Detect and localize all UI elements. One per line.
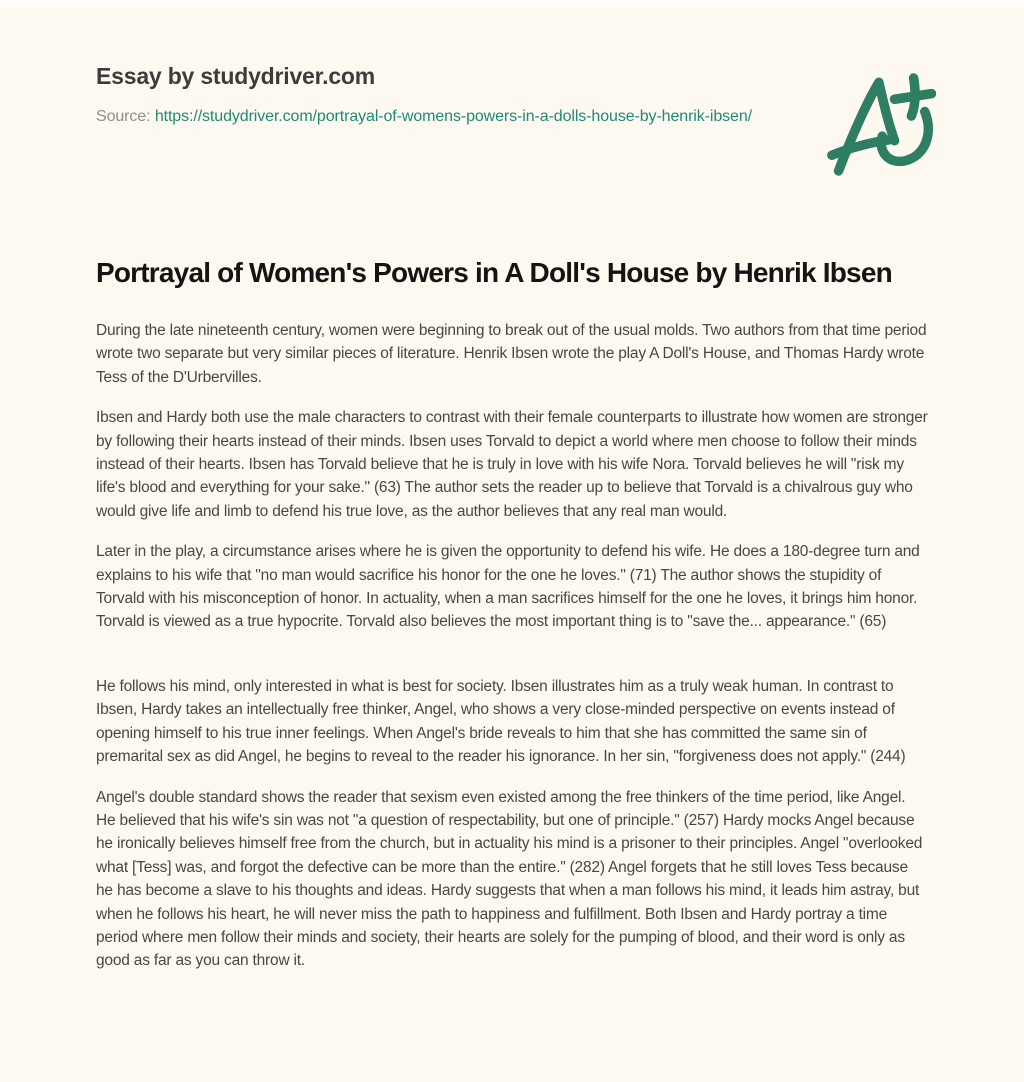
top-strip bbox=[0, 0, 1024, 7]
site-heading: Essay by studydriver.com bbox=[96, 63, 376, 89]
essay-body bbox=[96, 319, 928, 973]
document-header-left bbox=[96, 63, 752, 128]
essay-paragraph: He follows his mind, only interested in what is best for society. Ibsen illustrates him as a truly weak human. In contrast to Ibsen, Hardy takes an intellectually free thinker, Angel, who shows a very close-minded perspective on events instead of opening himself to his true inner feelings. When Angel's bride reveals to him that she has committed the same sin of premarital sex as did Angel, he begins to reveal to the reader his ignorance. In her sin, "forgiveness does not apply." (244) bbox=[96, 677, 906, 766]
essay-paragraph: During the late nineteenth century, women were beginning to break out of the usual molds. Two authors from that time period wrote two separate but very similar pieces of literature. Henrik Ibsen wrote the play A Doll's House, and Thomas Hardy wrote Tess of the D'Urbervilles. bbox=[96, 322, 927, 386]
essay-title: Portrayal of Women's Powers in A Doll's House by Henrik Ibsen bbox=[96, 257, 892, 288]
essay-paragraph: Later in the play, a circumstance arises where he is given the opportunity to defend his wife. He does a 180-degree turn and explains to his wife that "no man would sacrifice his honor for the one he loves." (71) The author shows the stupidity of Torvald with his misconception of honor. In actuality, when a man sacrifices himself for the one he loves, it brings him honor. Torvald is viewed as a true hypocrite. Torvald also believes the most important thing is to "save the... appearance." (65) bbox=[96, 543, 920, 631]
source-label: Source: bbox=[96, 108, 151, 125]
source-url-link[interactable]: https://studydriver.com/portrayal-of-womens-powers-in-a-dolls-house-by-henrik-ibsen/ bbox=[154, 108, 752, 125]
document-header bbox=[96, 63, 928, 181]
essay-paragraph: Ibsen and Hardy both use the male characters to contrast with their female counterparts to illustrate how women are stronger by following their hearts instead of their minds. Ibsen uses Torvald to depict a world where men choose to follow their minds instead of their hearts. Ibsen has Torvald believe that he is truly in love with his wife Nora. Torvald believes he will "risk my life's blood and everything for your sake." (63) The author sets the reader up to believe that Torvald is a chivalrous guy who would give life and limb to defend his true love, as the author believes that any real man would. bbox=[96, 409, 928, 520]
a-plus-logo bbox=[824, 69, 936, 181]
essay-paragraph: Angel's double standard shows the reader that sexism even existed among the free thinkers of the time period, like Angel. He believed that his wife's sin was not "a question of respectability, but one of principle." (257) Hardy mocks Angel because he ironically believes himself free from the church, but in actuality his mind is a prisoner to their principles. Angel "overlooked what [Tess] was, and forgot the defective can be more than the entire." (282) Angel forgets that he still loves Tess because he has become a slave to his thoughts and ideas. Hardy suggests that when a man follows his mind, it leads him astray, but when he follows his heart, he will never miss the path to happiness and fulfillment. Both Ibsen and Hardy portray a time period where men follow their minds and society, their hearts are solely for the pumping of blood, and their word is only as good as far as you can throw it. bbox=[96, 788, 923, 970]
source-line bbox=[96, 105, 752, 128]
